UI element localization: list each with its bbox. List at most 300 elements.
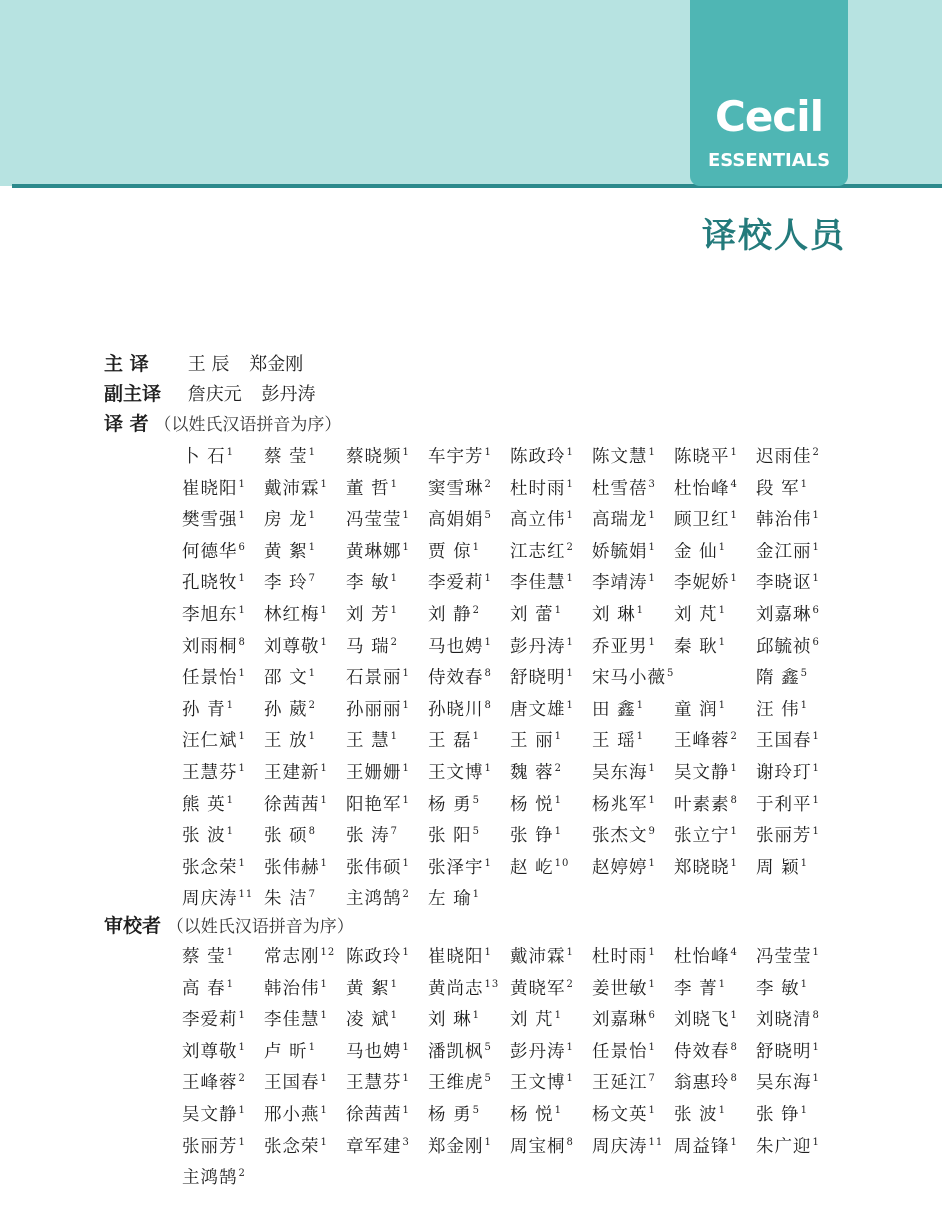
reviewer-entry [182, 1005, 264, 1037]
deputy-chief-label: 副主译 [104, 383, 162, 405]
affiliation-number: 1 [472, 1010, 480, 1022]
translator-entry [674, 537, 756, 569]
affiliation-number: 1 [566, 1073, 574, 1085]
affiliation-number: 5 [667, 668, 675, 680]
affiliation-number: 1 [648, 1041, 656, 1053]
person-name: 王国春 [264, 1073, 320, 1094]
translator-entry [510, 474, 592, 506]
chief-translator-name: 郑金刚 [249, 354, 304, 375]
translator-entry [756, 632, 838, 664]
person-name: 冯莹莹 [346, 510, 402, 531]
person-name: 潘凯枫 [428, 1041, 484, 1062]
person-name: 刘 蕾 [510, 604, 554, 625]
person-name: 迟雨佳 [756, 447, 812, 467]
affiliation-number: 1 [320, 857, 328, 869]
person-name: 陈政玲 [510, 447, 566, 467]
affiliation-number: 1 [812, 762, 820, 774]
person-name: 王 放 [264, 731, 308, 752]
affiliation-number: 1 [484, 857, 492, 869]
affiliation-number: 1 [800, 1104, 808, 1116]
person-name: 吴文静 [674, 762, 730, 783]
person-name: 童 润 [674, 699, 718, 720]
affiliation-number: 1 [718, 636, 726, 648]
person-name: 乔亚男 [592, 636, 648, 657]
person-name: 马也娉 [428, 636, 484, 657]
affiliation-number: 6 [648, 1010, 656, 1022]
person-name: 韩治伟 [264, 978, 320, 999]
person-name: 周宝桐 [510, 1136, 566, 1157]
affiliation-number: 1 [320, 636, 328, 648]
translator-entry [592, 600, 674, 632]
person-name: 高娟娟 [428, 510, 484, 531]
translator-entry [264, 632, 346, 664]
person-name: 李 菁 [674, 978, 718, 999]
person-name: 林红梅 [264, 604, 320, 625]
person-name: 高立伟 [510, 510, 566, 531]
affiliation-number: 3 [402, 1136, 410, 1148]
reviewer-entry [592, 1037, 674, 1069]
affiliation-number: 1 [730, 447, 738, 458]
person-name: 石景丽 [346, 668, 402, 689]
person-name: 宋马小薇 [592, 668, 666, 689]
person-name: 卢 昕 [264, 1041, 308, 1062]
person-name: 孙晓川 [428, 699, 484, 720]
affiliation-number: 2 [566, 978, 574, 990]
reviewer-entry [756, 1005, 838, 1037]
translator-entry [592, 568, 674, 600]
person-name: 郑晓晓 [674, 857, 730, 878]
person-name: 邱毓祯 [756, 636, 812, 657]
affiliation-number: 5 [484, 1041, 492, 1053]
affiliation-number: 1 [238, 1104, 246, 1116]
translator-entry [182, 600, 264, 632]
reviewer-entry [592, 1132, 674, 1164]
affiliation-number: 1 [566, 947, 574, 958]
person-name: 黄晓军 [510, 978, 566, 999]
person-name: 杜雪蓓 [592, 478, 648, 499]
affiliation-number: 1 [484, 1136, 492, 1148]
translator-entry [264, 790, 346, 822]
person-name: 李晓讴 [756, 573, 812, 594]
person-name: 刘雨桐 [182, 636, 238, 657]
reviewer-entry [182, 1163, 264, 1195]
affiliation-number: 5 [472, 826, 480, 838]
translator-entry [264, 726, 346, 758]
translator-entry [428, 568, 510, 600]
person-name: 任景怡 [592, 1041, 648, 1062]
translator-entry [346, 790, 428, 822]
person-name: 马 瑞 [346, 636, 390, 657]
translator-entry [346, 663, 428, 695]
person-name: 叶素素 [674, 794, 730, 815]
reviewer-entry [592, 1005, 674, 1037]
person-name: 周庆涛 [592, 1136, 648, 1157]
affiliation-number: 1 [812, 573, 820, 585]
person-name: 高 春 [182, 978, 226, 999]
translator-entry [510, 790, 592, 822]
reviewer-entry [182, 1037, 264, 1069]
person-name: 杜时雨 [592, 947, 648, 967]
affiliation-number: 5 [800, 668, 808, 680]
translator-entry [756, 853, 838, 885]
translator-entry [428, 695, 510, 727]
affiliation-number: 1 [800, 857, 808, 869]
affiliation-number: 1 [402, 510, 410, 522]
person-name: 王 磊 [428, 731, 472, 752]
affiliation-number: 3 [648, 478, 656, 490]
person-name: 黄琳娜 [346, 541, 402, 562]
translator-entry [510, 663, 592, 695]
person-name: 李旭东 [182, 604, 238, 625]
affiliation-number: 8 [566, 1136, 574, 1148]
affiliation-number: 1 [566, 636, 574, 648]
translator-entry [182, 537, 264, 569]
reviewer-entry [428, 1005, 510, 1037]
reviewer-entry [346, 1005, 428, 1037]
person-name: 侍效春 [428, 668, 484, 689]
person-name: 杨文英 [592, 1104, 648, 1125]
person-name: 张念荣 [182, 857, 238, 878]
affiliation-number: 7 [390, 826, 398, 838]
translator-entry [428, 632, 510, 664]
affiliation-number: 1 [238, 478, 246, 490]
translator-entry [182, 442, 264, 474]
person-name: 周庆涛 [182, 889, 238, 910]
affiliation-number: 8 [730, 794, 738, 806]
affiliation-number: 1 [226, 699, 234, 711]
person-name: 张丽芳 [756, 826, 812, 847]
reviewer-entry [182, 942, 264, 974]
reviewer-entry [756, 1132, 838, 1164]
affiliation-number: 1 [402, 668, 410, 680]
reviewer-entry [182, 1100, 264, 1132]
translator-entry [182, 758, 264, 790]
person-name: 张 波 [182, 826, 226, 847]
affiliation-number: 1 [730, 573, 738, 585]
person-name: 刘 芃 [510, 1010, 554, 1031]
person-name: 主鸿鹄 [182, 1168, 238, 1189]
person-name: 李妮娇 [674, 573, 730, 594]
translator-entry [674, 790, 756, 822]
affiliation-number: 1 [402, 447, 410, 458]
translator-entry [346, 505, 428, 537]
affiliation-number: 1 [320, 1136, 328, 1148]
person-name: 马也娉 [346, 1041, 402, 1062]
person-name: 樊雪强 [182, 510, 238, 531]
translator-entry [182, 632, 264, 664]
affiliation-number: 1 [402, 794, 410, 806]
translator-entry [264, 537, 346, 569]
affiliation-number: 1 [812, 731, 820, 743]
affiliation-number: 1 [730, 1136, 738, 1148]
affiliation-number: 1 [226, 794, 234, 806]
affiliation-number: 1 [238, 857, 246, 869]
reviewer-entry [674, 942, 756, 974]
affiliation-number: 1 [648, 1104, 656, 1116]
affiliation-number: 7 [648, 1073, 656, 1085]
translator-entry [428, 884, 510, 916]
affiliation-number: 1 [648, 447, 656, 458]
person-name: 杜怡峰 [674, 478, 730, 499]
affiliation-number: 1 [484, 447, 492, 458]
person-name: 张 波 [674, 1104, 718, 1125]
affiliation-number: 1 [648, 947, 656, 958]
affiliation-number: 1 [390, 978, 398, 990]
translator-entry [182, 505, 264, 537]
person-name: 赵婷婷 [592, 857, 648, 878]
translator-entry [346, 600, 428, 632]
affiliation-number: 8 [730, 1073, 738, 1085]
affiliation-number: 1 [718, 604, 726, 616]
affiliation-number: 8 [484, 668, 492, 680]
affiliation-number: 1 [226, 978, 234, 990]
affiliation-number: 1 [730, 826, 738, 838]
translator-entry [346, 474, 428, 506]
translator-entry [674, 821, 756, 853]
translator-entry [264, 474, 346, 506]
translator-entry [510, 821, 592, 853]
translators-list [182, 442, 842, 916]
affiliation-number: 2 [402, 889, 410, 901]
affiliation-number: 1 [554, 794, 562, 806]
translator-entry [674, 474, 756, 506]
translator-entry [756, 505, 838, 537]
person-name: 谢玲玎 [756, 762, 812, 783]
affiliation-number: 1 [238, 1010, 246, 1022]
affiliation-number: 11 [648, 1136, 664, 1148]
person-name: 李 玲 [264, 573, 308, 594]
person-name: 高瑞龙 [592, 510, 648, 531]
affiliation-number: 1 [238, 762, 246, 774]
person-name: 刘 芃 [674, 604, 718, 625]
affiliation-number: 1 [648, 762, 656, 774]
person-name: 王文博 [510, 1073, 566, 1094]
affiliation-number: 5 [484, 1073, 492, 1085]
person-name: 邵 文 [264, 668, 308, 689]
person-name: 李佳慧 [510, 573, 566, 594]
translator-entry [510, 505, 592, 537]
affiliation-number: 2 [238, 1168, 246, 1180]
person-name: 李 敏 [346, 573, 390, 594]
person-name: 汪仁斌 [182, 731, 238, 752]
translator-entry [428, 821, 510, 853]
person-name: 刘 琳 [428, 1010, 472, 1031]
affiliation-number: 1 [402, 1104, 410, 1116]
affiliation-number: 1 [812, 541, 820, 553]
person-name: 刘晓飞 [674, 1010, 730, 1031]
person-name: 吴东海 [592, 762, 648, 783]
person-name: 韩治伟 [756, 510, 812, 531]
translator-entry [674, 505, 756, 537]
translator-entry [674, 600, 756, 632]
affiliation-number: 1 [238, 731, 246, 743]
translator-entry [346, 884, 428, 916]
person-name: 彭丹涛 [510, 636, 566, 657]
reviewer-entry [182, 1068, 264, 1100]
person-name: 杨 勇 [428, 1104, 472, 1125]
affiliation-number: 5 [472, 1104, 480, 1116]
translator-entry [346, 632, 428, 664]
reviewer-entry [182, 974, 264, 1006]
reviewer-entry [264, 1068, 346, 1100]
affiliation-number: 1 [390, 731, 398, 743]
translator-entry [756, 600, 838, 632]
translator-entry [428, 663, 510, 695]
affiliation-number: 1 [308, 1041, 316, 1053]
affiliation-number: 2 [238, 1073, 246, 1085]
translator-entry [756, 663, 838, 695]
reviewer-entry [592, 974, 674, 1006]
translator-entry [346, 442, 428, 474]
person-name: 秦 耿 [674, 636, 718, 657]
affiliation-number: 1 [484, 573, 492, 585]
logo-word: Cecil [715, 92, 823, 141]
translator-entry [674, 853, 756, 885]
translator-entry [756, 758, 838, 790]
affiliation-number: 1 [402, 699, 410, 711]
person-name: 段 军 [756, 478, 800, 499]
affiliation-number: 1 [484, 636, 492, 648]
person-name: 张伟赫 [264, 857, 320, 878]
person-name: 刘 芳 [346, 604, 390, 625]
translator-entry [264, 884, 346, 916]
deputy-chief-name: 彭丹涛 [261, 384, 316, 405]
translator-entry [756, 568, 838, 600]
affiliation-number: 1 [238, 668, 246, 680]
affiliation-number: 1 [390, 604, 398, 616]
person-name: 徐茜茜 [346, 1104, 402, 1125]
affiliation-number: 7 [308, 889, 316, 901]
translator-entry [428, 505, 510, 537]
affiliation-number: 1 [320, 794, 328, 806]
person-name: 卜 石 [182, 447, 226, 467]
logo-subtitle: ESSENTIALS [707, 150, 831, 171]
translator-entry [264, 695, 346, 727]
person-name: 陈政玲 [346, 947, 402, 967]
affiliation-number: 1 [320, 762, 328, 774]
translator-entry [510, 758, 592, 790]
person-name: 张 阳 [428, 826, 472, 847]
affiliation-number: 4 [730, 478, 738, 490]
translator-entry [428, 442, 510, 474]
reviewer-entry [428, 1037, 510, 1069]
person-name: 张 涛 [346, 826, 390, 847]
person-name: 孔晓牧 [182, 573, 238, 594]
translator-entry [264, 600, 346, 632]
reviewer-entry [756, 1068, 838, 1100]
translator-entry [182, 853, 264, 885]
affiliation-number: 1 [308, 668, 316, 680]
reviewer-entry [428, 1132, 510, 1164]
person-name: 李爱莉 [182, 1010, 238, 1031]
translator-entry [756, 726, 838, 758]
translator-entry [510, 695, 592, 727]
affiliation-number: 7 [308, 573, 316, 585]
affiliation-number: 1 [320, 978, 328, 990]
affiliation-number: 1 [812, 794, 820, 806]
person-name: 杨 悦 [510, 1104, 554, 1125]
translator-entry [756, 821, 838, 853]
translator-entry [674, 568, 756, 600]
translators-order-note: （以姓氏汉语拼音为序） [154, 415, 342, 435]
affiliation-number: 1 [238, 1041, 246, 1053]
person-name: 蔡 莹 [264, 447, 308, 467]
person-name: 王 瑶 [592, 731, 636, 752]
person-name: 吴东海 [756, 1073, 812, 1094]
translator-entry [592, 537, 674, 569]
reviewer-entry [346, 1068, 428, 1100]
person-name: 主鸿鹄 [346, 889, 402, 910]
affiliation-number: 1 [648, 573, 656, 585]
affiliation-number: 10 [554, 857, 570, 869]
affiliation-number: 11 [238, 889, 254, 901]
person-name: 李爱莉 [428, 573, 484, 594]
person-name: 徐茜茜 [264, 794, 320, 815]
translator-entry [592, 474, 674, 506]
person-name: 朱广迎 [756, 1136, 812, 1157]
translator-entry [756, 790, 838, 822]
person-name: 任景怡 [182, 668, 238, 689]
affiliation-number: 1 [226, 447, 234, 458]
person-name: 常志刚 [264, 947, 320, 967]
page-title: 译校人员 [702, 216, 846, 256]
translator-entry [346, 758, 428, 790]
affiliation-number: 2 [472, 604, 480, 616]
person-name: 朱 洁 [264, 889, 308, 910]
reviewer-entry [674, 1005, 756, 1037]
person-name: 刘尊敬 [182, 1041, 238, 1062]
translator-entry [182, 663, 264, 695]
person-name: 王峰蓉 [182, 1073, 238, 1094]
affiliation-number: 1 [648, 510, 656, 522]
person-name: 崔晓阳 [428, 947, 484, 967]
affiliation-number: 1 [402, 857, 410, 869]
person-name: 翁惠玲 [674, 1073, 730, 1094]
affiliation-number: 2 [812, 447, 820, 458]
affiliation-number: 1 [648, 636, 656, 648]
person-name: 孙 青 [182, 699, 226, 720]
reviewer-entry [510, 1005, 592, 1037]
reviewer-entry [592, 1100, 674, 1132]
person-name: 李靖涛 [592, 573, 648, 594]
person-name: 王建新 [264, 762, 320, 783]
translator-entry [428, 600, 510, 632]
translator-entry [264, 663, 346, 695]
reviewer-entry [182, 1132, 264, 1164]
reviewer-entry [592, 942, 674, 974]
person-name: 王维虎 [428, 1073, 484, 1094]
person-name: 房 龙 [264, 510, 308, 531]
person-name: 赵 屹 [510, 857, 554, 878]
person-name: 王 丽 [510, 731, 554, 752]
translator-entry [346, 726, 428, 758]
translator-entry [756, 442, 838, 474]
translator-entry [756, 695, 838, 727]
person-name: 戴沛霖 [264, 478, 320, 499]
affiliation-number: 5 [484, 510, 492, 522]
translator-entry [264, 568, 346, 600]
reviewers-list [182, 942, 842, 1195]
reviewer-entry [264, 1100, 346, 1132]
affiliation-number: 1 [718, 699, 726, 711]
affiliation-number: 1 [390, 1010, 398, 1022]
affiliation-number: 2 [566, 541, 574, 553]
person-name: 车宇芳 [428, 447, 484, 467]
affiliation-number: 1 [484, 762, 492, 774]
person-name: 刘晓清 [756, 1010, 812, 1031]
reviewer-entry [756, 1100, 838, 1132]
translator-entry [182, 790, 264, 822]
